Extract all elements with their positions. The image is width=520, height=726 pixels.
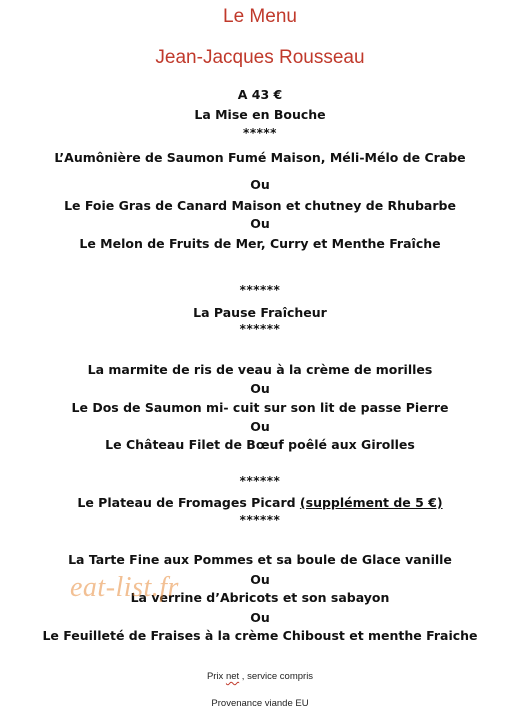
separator-1: ***** [243,126,277,140]
cheese-course [0,495,520,510]
mise-en-bouche: La Mise en Bouche [194,107,326,122]
dessert-3: Le Feuilleté de Fraises à la crème Chiboust et menthe Fraiche [42,628,478,643]
cheese-label: Le Plateau de Fromages Picard [77,495,300,510]
or-4: Ou [250,419,270,434]
restaurant-name: Jean-Jacques Rousseau [155,47,365,68]
cheese-supplement: (supplément de 5 €) [299,495,443,510]
separator-2: ****** [239,283,281,297]
starter-2: Le Foie Gras de Canard Maison et chutney de Rhubarbe [64,198,456,213]
or-1: Ou [250,177,270,192]
menu-price: A 43 € [237,87,283,102]
starter-1: L’Aumônière de Saumon Fumé Maison, Méli-Mélo de Crabe [54,150,466,165]
menu-title: Le Menu [223,6,297,27]
separator-5: ****** [239,513,281,527]
main-3: Le Château Filet de Bœuf poêlé aux Girolles [105,437,415,452]
pause-fraicheur: La Pause Fraîcheur [193,305,327,320]
dessert-1: La Tarte Fine aux Pommes et sa boule de Glace vanille [68,552,452,567]
or-6: Ou [250,610,270,625]
separator-3: ****** [239,322,281,336]
price-note-prefix: Prix [206,671,226,682]
watermark-logo: eat-list.fr [70,572,179,603]
meat-provenance: Provenance viande EU [211,698,309,709]
dessert-2: La verrine d’Abricots et son sabayon [130,590,390,605]
main-1: La marmite de ris de veau à la crème de morilles [87,362,433,377]
price-note-suffix: , service compris [239,671,314,682]
or-5: Ou [250,572,270,587]
main-2: Le Dos de Saumon mi- cuit sur son lit de passe Pierre [71,400,449,415]
starter-3: Le Melon de Fruits de Mer, Curry et Menthe Fraîche [79,236,441,251]
or-3: Ou [250,381,270,396]
price-note-net: net [225,671,240,682]
price-note [0,671,520,682]
or-2: Ou [250,216,270,231]
separator-4: ****** [239,474,281,488]
